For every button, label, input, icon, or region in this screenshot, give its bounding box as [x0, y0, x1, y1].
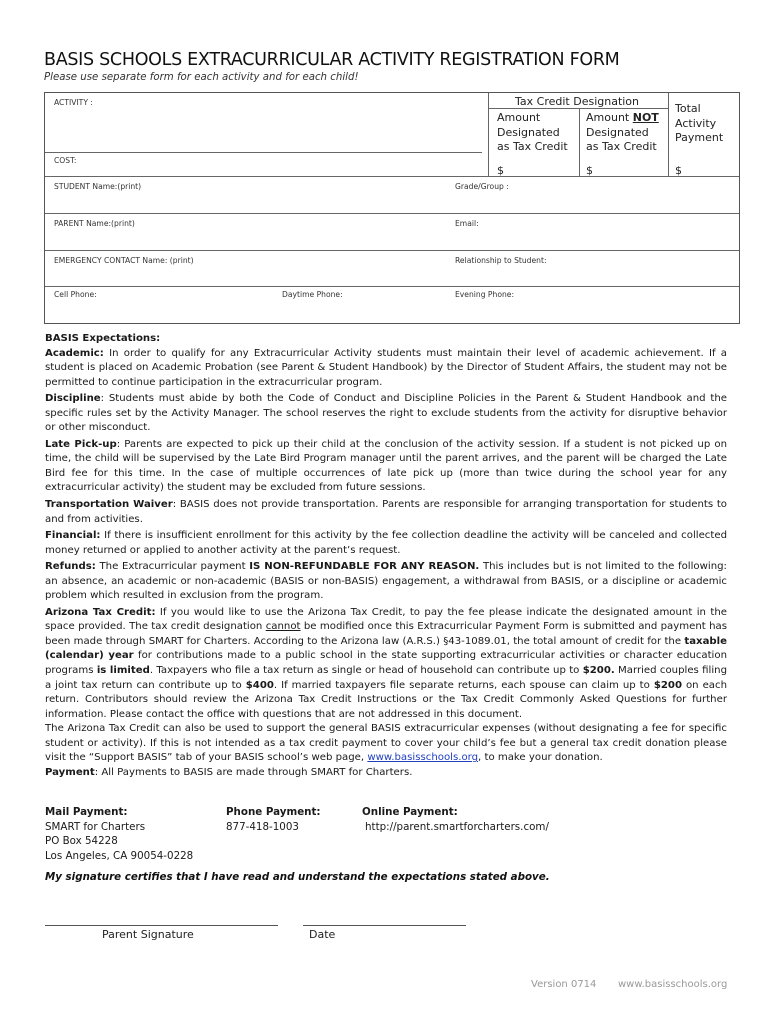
daytime-phone-label: Daytime Phone:	[282, 290, 343, 299]
dollar-not-designated-field[interactable]: $	[586, 164, 593, 177]
evening-phone-label: Evening Phone:	[455, 290, 515, 299]
parent-name-label: PARENT Name:(print)	[54, 219, 135, 228]
refunds-paragraph: Refunds: The Extracurricular payment IS NON-REFUNDABLE FOR ANY REASON. This includes but is not limited to the following: an absence, an academic or non-academic (BASIS or non-BASIS) engagement, a withdrawal from BASIS, or a discipline or academic problem which resulted in exclusion from the program.	[45, 561, 727, 602]
amount-not-designated-header: Amount NOT Designated as Tax Credit	[586, 111, 659, 153]
mail-address-line: PO Box 54228	[45, 835, 118, 848]
divider-vertical-tax-left	[488, 93, 489, 176]
late-pickup-paragraph: Late Pick-up: Parents are expected to pick up their child at the conclusion of the activity session. If a student is not picked up on time, the child will be supervised by the Late Bird Program manager until the parent arrives, and the parent will be charged the Late Bird fee for this time. In the case of multiple occurrences of late pick up (more than twice during the school year for any extracurricular activity) the student may be excluded from future sessions.	[45, 438, 727, 494]
parent-signature-line[interactable]	[45, 925, 278, 926]
page-subtitle: Please use separate form for each activity and for each child!	[44, 72, 359, 83]
academic-paragraph: Academic: In order to qualify for any Extracurricular Activity students must maintain their level of academic achievement. If a student is placed on Academic Probation (see Parent & Student Handbook) by the Director of Student Affairs, the student may not be permitted to continue participation in the extracurricular program.	[45, 347, 727, 388]
basis-schools-link[interactable]: www.basisschools.org	[367, 752, 479, 764]
phone-payment-label: Phone Payment:	[226, 806, 321, 818]
mail-payment-column	[45, 805, 193, 863]
cost-field-label: COST:	[54, 156, 77, 165]
mail-payment-label: Mail Payment:	[45, 806, 128, 818]
student-name-label: STUDENT Name:(print)	[54, 182, 142, 191]
transportation-paragraph: Transportation Waiver: BASIS does not provide transportation. Parents are responsible for arranging transportation for students to and from activities.	[45, 499, 728, 525]
divider-vertical-tax-middle	[579, 108, 580, 176]
registration-form-table	[44, 92, 740, 324]
phone-payment-number: 877-418-1003	[226, 820, 299, 833]
activity-field-label: ACTIVITY :	[54, 98, 93, 107]
expectations-heading: BASIS Expectations:	[45, 333, 161, 344]
parent-signature-label: Parent Signature	[102, 928, 194, 941]
relationship-label: Relationship to Student:	[455, 256, 547, 265]
mail-address-line: SMART for Charters	[45, 820, 146, 833]
divider-cost-student	[45, 176, 739, 177]
date-label: Date	[309, 928, 336, 941]
cell-phone-label: Cell Phone:	[54, 290, 97, 299]
page-title: BASIS SCHOOLS EXTRACURRICULAR ACTIVITY REGISTRATION FORM	[44, 50, 620, 70]
divider-vertical-total	[668, 93, 669, 176]
expectations-section	[45, 332, 727, 780]
dollar-designated-field[interactable]: $	[497, 164, 504, 177]
footer-version: Version 0714	[531, 979, 597, 990]
financial-paragraph: Financial: If there is insufficient enrollment for this activity by the fee collection deadline the activity will be canceled and collected money returned or applied to another activity at the parent’s request.	[45, 530, 727, 556]
tax-credit-designation-header: Tax Credit Designation	[515, 95, 640, 108]
online-payment-label: Online Payment:	[362, 806, 458, 818]
phone-payment-column	[226, 805, 321, 834]
total-activity-payment-header: Total Activity Payment	[675, 102, 724, 144]
grade-group-label: Grade/Group :	[455, 182, 509, 191]
divider-activity-cost	[45, 152, 482, 153]
online-payment-url: http://parent.smartforcharters.com/	[365, 820, 549, 833]
dollar-total-field[interactable]: $	[675, 164, 682, 177]
footer-website: www.basisschools.org	[618, 979, 728, 990]
emergency-contact-label: EMERGENCY CONTACT Name: (print)	[54, 256, 194, 265]
general-tax-credit-paragraph: The Arizona Tax Credit can also be used to support the general BASIS extracurricular expenses (without designating a fee for specific student or activity). If this is not intended as a tax credit payment to cover your child’s fee but a general tax credit donation please visit the “Support BASIS” tab of your BASIS school’s web page, www.basisschools.org, to make your donation.	[45, 723, 727, 764]
payment-paragraph: Payment: All Payments to BASIS are made through SMART for Charters.	[45, 766, 413, 778]
signature-certification: My signature certifies that I have read and understand the expectations stated above.	[45, 871, 550, 883]
divider-emergency-phone	[45, 286, 739, 287]
email-label: Email:	[455, 219, 479, 228]
date-line[interactable]	[303, 925, 466, 926]
online-payment-column	[362, 805, 549, 834]
amount-designated-header: Amount Designated as Tax Credit	[497, 111, 568, 153]
discipline-paragraph: Discipline: Students must abide by both the Code of Conduct and Discipline Policies in the Parent & Student Handbook and the specific rules set by the Activity Manager. The school reserves the right to exclude students from the activity for disruptive behavior or other misconduct.	[45, 393, 727, 434]
divider-student-parent	[45, 213, 739, 214]
mail-address-line: Los Angeles, CA 90054-0228	[45, 849, 194, 862]
divider-parent-emergency	[45, 250, 739, 251]
arizona-tax-credit-paragraph: Arizona Tax Credit: If you would like to use the Arizona Tax Credit, to pay the fee please indicate the designated amount in the space provided. The tax credit designation cannot be modified once this Extracurricular Payment Form is submitted and payment has been made through SMART for Charters. According to the Arizona law (A.R.S.) §43-1089.01, the total amount of credit for the taxable (calendar) year for contributions made to a public school in the state supporting extracurricular activities or character education programs is limited. Taxpayers who file a tax return as single or head of household can contribute up to $200. Married couples filing a joint tax return can contribute up to $400. If married taxpayers file separate returns, each spouse can claim up to $200 on each return. Contributors should review the Arizona Tax Credit Instructions or the Tax Credit Commonly Asked Questions for further information. Please contact the office with questions that are not addressed in this document.	[45, 606, 727, 720]
